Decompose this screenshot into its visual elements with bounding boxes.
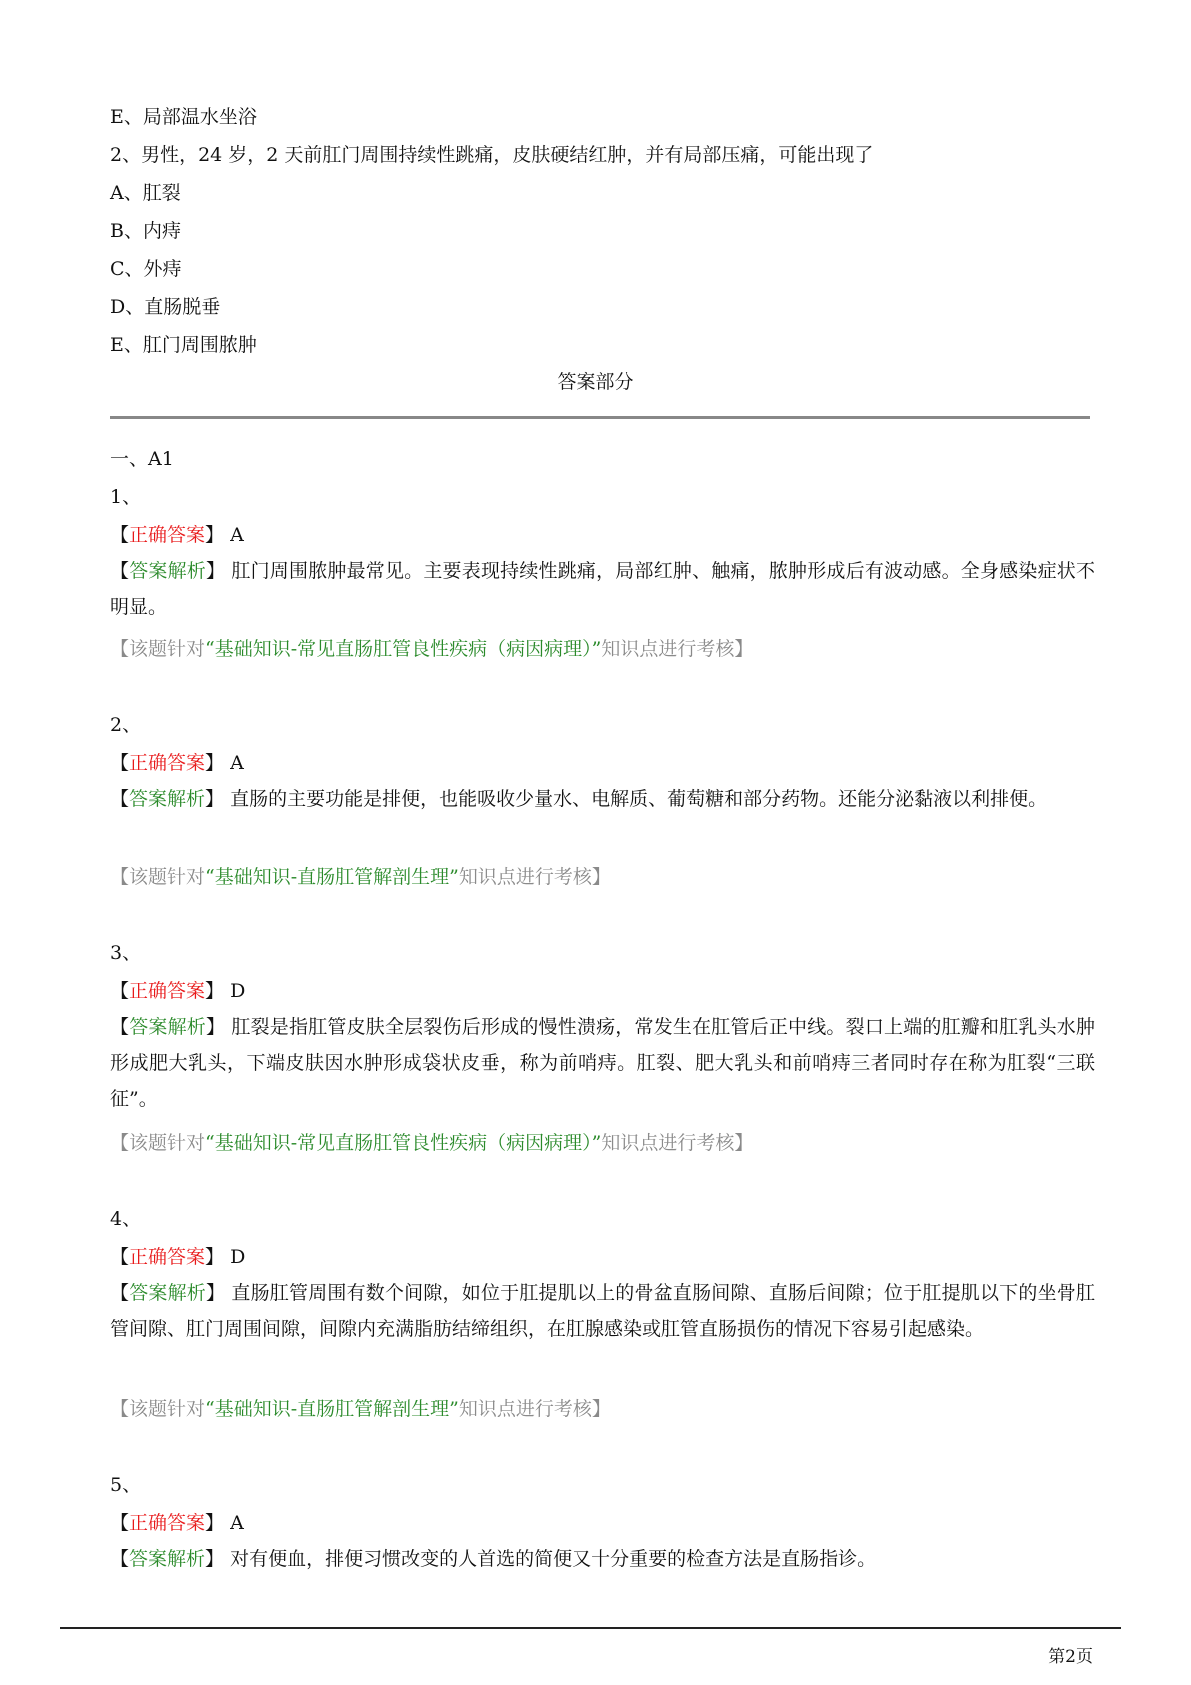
analysis-paragraph: 【答案解析】 直肠肛管周围有数个间隙，如位于肛提肌以上的骨盆直肠间隙、直肠后间隙；位于肛提肌以下的坐骨肛管间隙、肛门周围间隙，间隙内充满脂肪结缔组织，在肛腺感染或肛管直肠损伤的情况下容易引起感染。 xyxy=(110,1282,1095,1340)
analysis-paragraph: 【答案解析】 对有便血，排便习惯改变的人首选的简便又十分重要的检查方法是直肠指诊。 xyxy=(110,1548,877,1570)
correct-answer-value: D xyxy=(230,1246,246,1268)
section-divider xyxy=(110,416,1090,419)
footer-divider xyxy=(60,1627,1121,1629)
kp-suffix: 知识点进行考核】 xyxy=(458,866,611,888)
item-number: 3、 xyxy=(110,942,142,964)
knowledge-point: “基础知识-常见直肠肛管良性疾病（病因病理）” xyxy=(205,638,602,660)
analysis-text: 肛裂是指肛管皮肤全层裂伤后形成的慢性溃疡，常发生在肛管后正中线。裂口上端的肛瓣和肛乳头水肿形成肥大乳头，下端皮肤因水肿形成袋状皮垂，称为前哨痔。肛裂、肥大乳头和前哨痔三者同时存在称为肛裂“三联征”。 xyxy=(110,1016,1095,1110)
correct-answer-value: A xyxy=(230,1512,244,1534)
item-number: 5、 xyxy=(110,1474,142,1496)
option-text: D、直肠脱垂 xyxy=(110,296,221,318)
analysis-text: 肛门周围脓肿最常见。主要表现持续性跳痛，局部红肿、触痛，脓肿形成后有波动感。全身感染症状不明显。 xyxy=(110,560,1095,618)
correct-answer-value: A xyxy=(230,752,244,774)
analysis-text: 直肠肛管周围有数个间隙，如位于肛提肌以上的骨盆直肠间隙、直肠后间隙；位于肛提肌以下的坐骨肛管间隙、肛门周围间隙，间隙内充满脂肪结缔组织，在肛腺感染或肛管直肠损伤的情况下容易引起感染。 xyxy=(110,1282,1095,1340)
option-text: C、外痔 xyxy=(110,258,182,280)
analysis-paragraph: 【答案解析】 肛门周围脓肿最常见。主要表现持续性跳痛，局部红肿、触痛，脓肿形成后有波动感。全身感染症状不明显。 xyxy=(110,560,1095,618)
correct-answer-row: 【正确答案】 A xyxy=(110,524,244,546)
correct-answer-label: 正确答案 xyxy=(129,1246,206,1268)
knowledge-point: “基础知识-直肠肛管解剖生理” xyxy=(205,1398,459,1420)
correct-answer-label: 正确答案 xyxy=(129,980,206,1002)
knowledge-point: “基础知识-常见直肠肛管良性疾病（病因病理）” xyxy=(205,1132,602,1154)
correct-answer-label: 正确答案 xyxy=(129,752,206,774)
knowledge-point: “基础知识-直肠肛管解剖生理” xyxy=(205,866,459,888)
kp-prefix: 【该题针对 xyxy=(110,866,206,888)
correct-answer-row: 【正确答案】 A xyxy=(110,1512,244,1534)
item-number: 2、 xyxy=(110,714,142,736)
option-text: B、内痔 xyxy=(110,220,181,242)
option-text: E、肛门周围脓肿 xyxy=(110,334,257,356)
option-text: A、肛裂 xyxy=(110,182,181,204)
analysis-text: 对有便血，排便习惯改变的人首选的简便又十分重要的检查方法是直肠指诊。 xyxy=(230,1548,877,1570)
group-label: 一、A1 xyxy=(110,448,174,470)
analysis-label: 答案解析 xyxy=(129,1282,206,1304)
analysis-text: 直肠的主要功能是排便，也能吸收少量水、电解质、葡萄糖和部分药物。还能分泌黏液以利排便。 xyxy=(230,788,1048,810)
correct-answer-row: 【正确答案】 D xyxy=(110,1246,246,1268)
correct-answer-value: D xyxy=(230,980,246,1002)
item-number: 1、 xyxy=(110,486,142,508)
correct-answer-row: 【正确答案】 D xyxy=(110,980,246,1002)
correct-answer-label: 正确答案 xyxy=(129,1512,206,1534)
kp-suffix: 知识点进行考核】 xyxy=(458,1398,611,1420)
item-number: 4、 xyxy=(110,1208,142,1230)
knowledge-point-note xyxy=(110,1131,753,1155)
kp-suffix: 知识点进行考核】 xyxy=(601,1132,754,1154)
analysis-paragraph: 【答案解析】 直肠的主要功能是排便，也能吸收少量水、电解质、葡萄糖和部分药物。还能分泌黏液以利排便。 xyxy=(110,788,1048,810)
correct-answer-label: 正确答案 xyxy=(129,524,206,546)
question-stem: 2、男性，24 岁，2 天前肛门周围持续性跳痛，皮肤硬结红肿，并有局部压痛，可能出现了 xyxy=(110,144,874,166)
analysis-label: 答案解析 xyxy=(129,1016,206,1038)
kp-prefix: 【该题针对 xyxy=(110,1132,206,1154)
correct-answer-value: A xyxy=(230,524,244,546)
analysis-paragraph: 【答案解析】 肛裂是指肛管皮肤全层裂伤后形成的慢性溃疡，常发生在肛管后正中线。裂口上端的肛瓣和肛乳头水肿形成肥大乳头，下端皮肤因水肿形成袋状皮垂，称为前哨痔。肛裂、肥大乳头和前哨痔三者同时存在称为肛裂“三联征”。 xyxy=(110,1016,1095,1110)
analysis-label: 答案解析 xyxy=(129,788,206,810)
answer-section-title: 答案部分 xyxy=(557,371,634,393)
page-number: 第2页 xyxy=(1048,1647,1093,1667)
knowledge-point-note xyxy=(110,637,753,661)
kp-prefix: 【该题针对 xyxy=(110,638,206,660)
knowledge-point-note xyxy=(110,1397,611,1421)
kp-prefix: 【该题针对 xyxy=(110,1398,206,1420)
option-text: E、局部温水坐浴 xyxy=(110,106,257,128)
knowledge-point-note xyxy=(110,865,611,889)
kp-suffix: 知识点进行考核】 xyxy=(601,638,754,660)
analysis-label: 答案解析 xyxy=(129,560,206,582)
analysis-label: 答案解析 xyxy=(129,1548,206,1570)
correct-answer-row: 【正确答案】 A xyxy=(110,752,244,774)
